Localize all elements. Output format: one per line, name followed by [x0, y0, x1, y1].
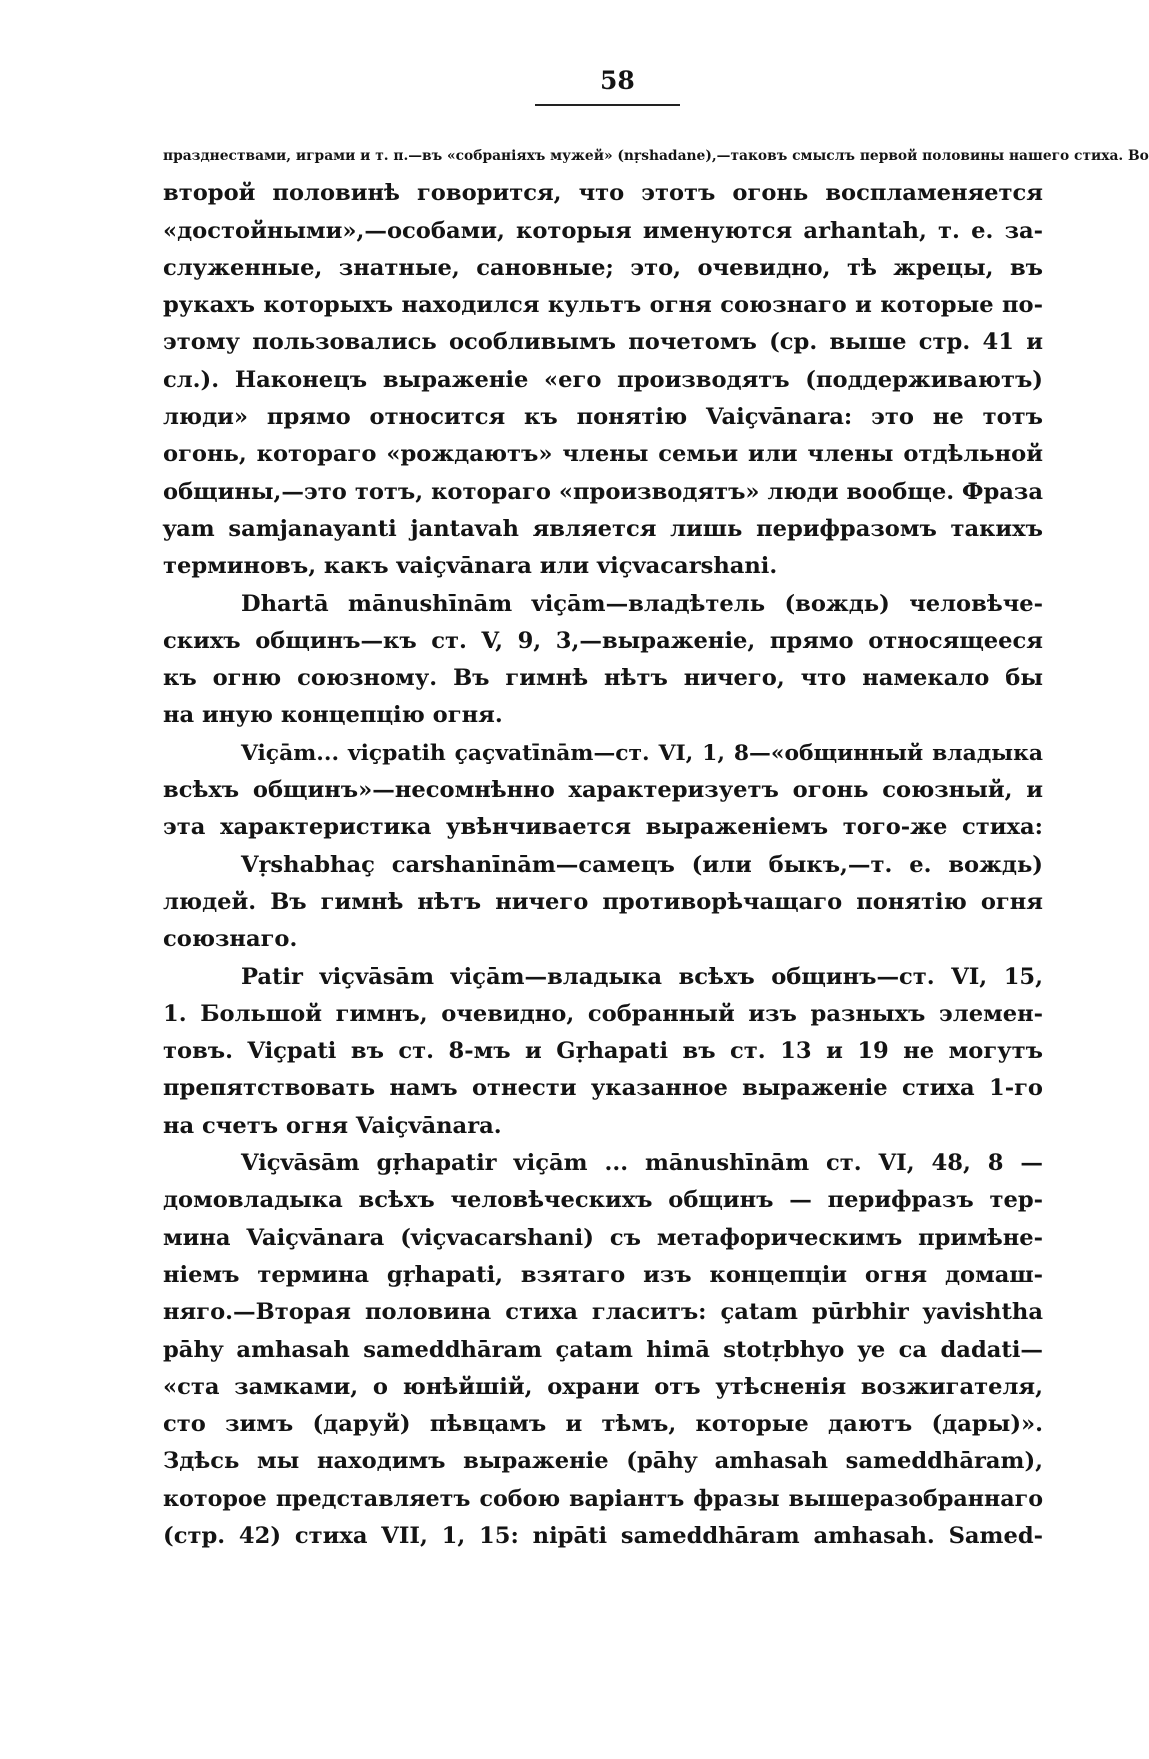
text-line: Patir viçvāsām viçām—владыка всѣхъ общинъ—ст. VI, 15,	[241, 963, 1043, 990]
page-number: 58	[600, 66, 635, 95]
text-line: Vṛshabhaç carshanīnām—самецъ (или быкъ,—т. е. вождь)	[241, 851, 1043, 878]
text-line: ніемъ термина gṛhapati, взятаго изъ концепціи огня домаш-	[163, 1261, 1043, 1288]
text-line: домовладыка всѣхъ человѣческихъ общинъ — перифразъ тер-	[163, 1187, 1043, 1214]
text-line: товъ. Viçpati въ ст. 8-мъ и Gṛhapati въ ст. 13 и 19 не могутъ	[163, 1038, 1043, 1065]
text-line: празднествами, играми и т. п.—въ «собраніяхъ мужей» (nṛshadane),—таковъ смыслъ первой половины нашего стиха. Во	[163, 148, 1149, 164]
text-line: служенные, знатные, сановные; это, очевидно, тѣ жрецы, въ	[163, 254, 1043, 281]
text-line: этому пользовались особливымъ почетомъ (ср. выше стр. 41 и	[163, 329, 1043, 356]
header-rule	[535, 104, 680, 106]
body-text	[163, 138, 1149, 1555]
text-line: Здѣсь мы находимъ выраженіе (pāhy amhasah sameddhāram),	[163, 1448, 1043, 1475]
text-line: всѣхъ общинъ»—несомнѣнно характеризуетъ огонь союзный, и	[163, 777, 1043, 804]
text-line: Viçām... viçpatih çaçvatīnām—ст. VI, 1, 8—«общинный владыка	[241, 740, 1043, 766]
text-line: на иную концепцію огня.	[163, 702, 503, 729]
text-line: къ огню союзному. Въ гимнѣ нѣтъ ничего, что намекало бы	[163, 665, 1043, 692]
text-line: которое представляетъ собою варіантъ фразы вышеразобраннаго	[163, 1485, 1043, 1512]
text-line: Dhartā mānushīnām viçām—владѣтель (вождь) человѣче-	[241, 590, 1043, 617]
text-line: няго.—Вторая половина стиха гласитъ: çatam pūrbhir yavishtha	[163, 1299, 1043, 1326]
text-line: сто зимъ (даруй) пѣвцамъ и тѣмъ, которые даютъ (дары)».	[163, 1411, 1043, 1438]
text-line: Viçvāsām gṛhapatir viçām ... mānushīnām ст. VI, 48, 8 —	[241, 1150, 1043, 1177]
text-line: мина Vaiçvānara (viçvacarshani) съ метафорическимъ примѣне-	[163, 1224, 1043, 1251]
text-line: pāhy amhasah sameddhāram çatam himā stotṛbhyo ye ca dadati—	[163, 1336, 1043, 1363]
text-line: люди» прямо относится къ понятію Vaiçvānara: это не тотъ	[163, 404, 1043, 431]
text-line: общины,—это тотъ, котораго «производятъ» люди вообще. Фраза	[163, 478, 1043, 505]
text-line: союзнаго.	[163, 926, 298, 953]
text-line: (стр. 42) стиха VII, 1, 15: nipāti sameddhāram amhasah. Samed-	[163, 1522, 1043, 1549]
text-line: эта характеристика увѣнчивается выраженіемъ того-же стиха:	[163, 814, 1043, 841]
text-line: терминовъ, какъ vaiçvānara или viçvacarshani.	[163, 553, 778, 580]
text-line: на счетъ огня Vaiçvānara.	[163, 1112, 502, 1139]
text-line: огонь, котораго «рождаютъ» члены семьи или члены отдѣльной	[163, 441, 1043, 468]
text-line: людей. Въ гимнѣ нѣтъ ничего противорѣчащаго понятію огня	[163, 888, 1043, 915]
text-line: скихъ общинъ—къ ст. V, 9, 3,—выраженіе, прямо относящееся	[163, 627, 1043, 654]
text-line: 1. Большой гимнъ, очевидно, собранный изъ разныхъ элемен-	[163, 1000, 1043, 1027]
text-line: второй половинѣ говорится, что этотъ огонь воспламеняется	[163, 180, 1043, 207]
text-line: сл.). Наконецъ выраженіе «его производятъ (поддерживаютъ)	[163, 366, 1043, 393]
text-line: «достойными»,—особами, которыя именуются arhantah, т. е. за-	[163, 217, 1043, 244]
text-line: «ста замками, о юнѣйшій, охрани отъ утѣсненія возжигателя,	[163, 1373, 1043, 1400]
text-line: препятствовать намъ отнести указанное выраженіе стиха 1-го	[163, 1075, 1043, 1102]
text-line: рукахъ которыхъ находился культъ огня союзнаго и которые по-	[163, 292, 1043, 319]
text-line: yam samjanayanti jantavah является лишь перифразомъ такихъ	[163, 515, 1043, 542]
